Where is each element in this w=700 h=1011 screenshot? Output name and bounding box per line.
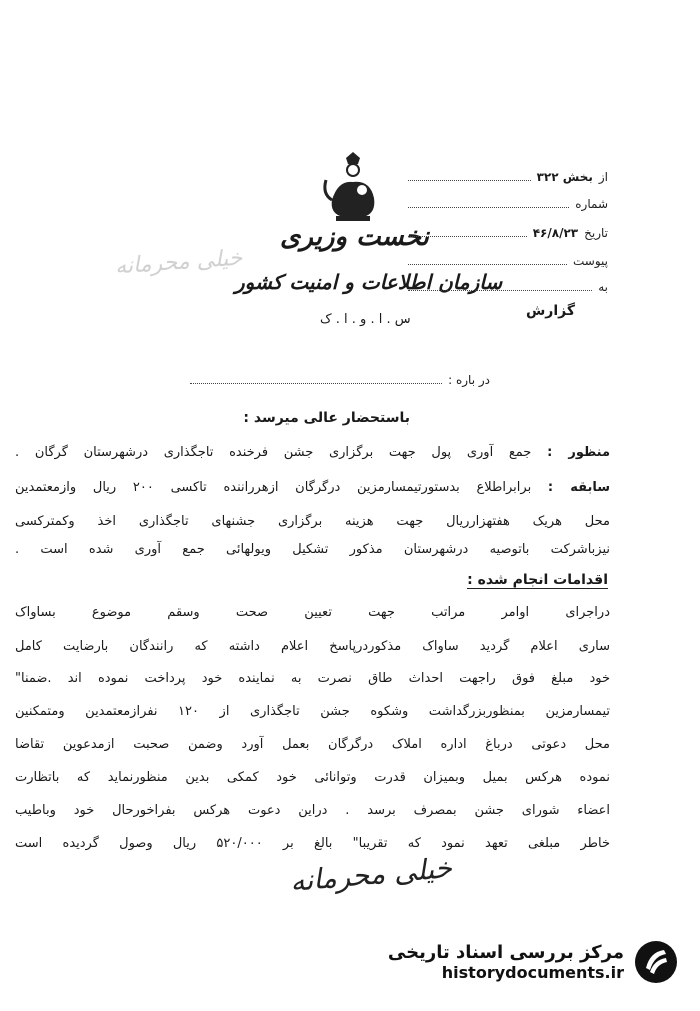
salutation: باستحضار عالی میرسد : <box>243 410 410 426</box>
action-line: تیمسارمزین بمنظوربزرگداشت وشکوه جشن تاجگذاری از ۱۲۰ نفرازمعتمدین ومتمکنین <box>15 704 610 719</box>
footer-watermark <box>388 940 678 984</box>
actions-heading: اقدامات انجام شده : <box>467 572 608 588</box>
letterhead-organization: سازمان اطلاعات و امنیت کشور <box>235 270 503 294</box>
meta-number <box>408 197 608 211</box>
meta-attachment-label: پیوست <box>573 254 608 268</box>
background-text-2: محل هریک هفتهزارریال جهت هزینه برگزاری جشنهای تاجگذاری اخذ وکمترکسی <box>15 514 610 529</box>
meta-from <box>408 170 608 184</box>
action-line: خاطر مبلغی تعهد نمود که تقریبا" بالغ بر ۵۲۰/۰۰۰ ریال وصول گردیده است <box>15 836 610 851</box>
purpose-line <box>15 443 610 463</box>
purpose-label: منظور : <box>547 445 610 460</box>
handwritten-classification: خیلی محرمانه <box>288 850 454 899</box>
meta-from-value: بخش ۳۲۲ <box>536 170 593 184</box>
action-line: دراجرای اوامر مراتب جهت تعیین صحت وسقم موضوع بساواک <box>15 605 610 620</box>
footer-site-name: مرکز بررسی اسناد تاریخی <box>387 942 624 963</box>
background-text-1: برابراطلاع بدستورتیمسارمزین درگرگان ازهرراننده تاکسی ۲۰۰ ریال وازمعتمدین <box>15 480 532 495</box>
purpose-text: جمع آوری پول جهت برگزاری جشن فرخنده تاجگذاری درشهرستان گرگان . <box>15 445 532 460</box>
lion-and-sun-emblem-icon <box>318 150 388 230</box>
meta-date-label: تاریخ <box>584 226 608 240</box>
subject-line <box>190 373 490 387</box>
meta-to-label: به <box>598 280 608 294</box>
meta-number-label: شماره <box>575 197 608 211</box>
action-line: ساری اعلام گردید ساواک مذکوردرپاسخ اعلام داشته که رانندگان بارضایت کامل <box>15 639 610 654</box>
report-label: گزارش <box>525 303 575 319</box>
meta-date-value: ۴۶/۸/۲۳ <box>532 226 579 240</box>
book-logo-icon <box>634 940 678 984</box>
action-line: خود مبلغ فوق راجهت احداث طاق نصرت به نماینده خود پرداخت نموده اند .ضمنا" <box>15 671 610 686</box>
meta-attachment <box>408 254 608 268</box>
subject-label: در باره : <box>448 373 490 387</box>
action-line: محل دعوتی درباغ اداره املاک درگرگان بعمل آورد وضمن صحبت ازمدعوین تقاضا <box>15 737 610 752</box>
background-text-3: نیزباشرکت باتوصیه درشهرستان مذکور تشکیل ویولهائی جمع آوری شده است . <box>15 542 610 557</box>
meta-from-label: از <box>598 170 608 184</box>
letterhead-title: نخست وزیری <box>280 222 429 252</box>
meta-to <box>408 280 608 294</box>
faint-stamp-text: خیلی محرمانه <box>114 245 244 280</box>
footer-site-url: historydocuments.ir <box>441 963 624 982</box>
meta-date <box>408 226 608 240</box>
action-line: نموده هرکس بمیل وبمیزان قدرت وتوانائی خود کمکی بدین منظورنماید که باتظارت <box>15 770 610 785</box>
background-label: سابقه : <box>547 480 610 495</box>
letterhead-code: س . ا . و . ا . ک <box>320 312 411 327</box>
action-line: اعضاء شورای جشن بمصرف برسد . دراین دعوت هرکس بفراخورحال خود وباطیب <box>15 803 610 818</box>
background-line-1 <box>15 478 610 498</box>
